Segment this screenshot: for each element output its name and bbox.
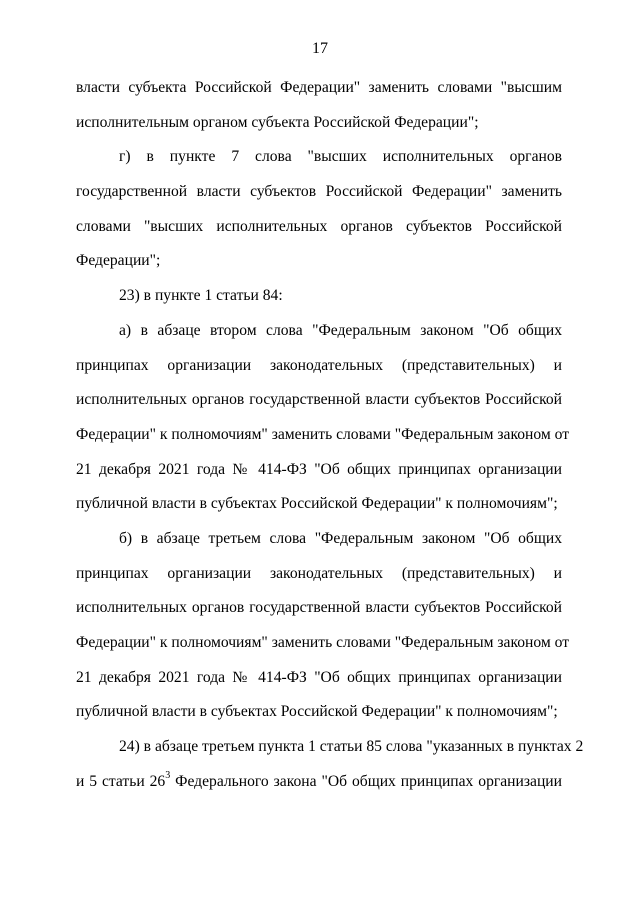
text-line: исполнительным органом субъекта Российской Федерации";: [76, 113, 479, 131]
text-line: Федерации" к полномочиям" заменить словами "Федеральным законом от: [76, 425, 570, 443]
text-line: 23) в пункте 1 статьи 84:: [119, 287, 283, 305]
text-line: принципах организации законодательных (представительных) и: [76, 564, 562, 582]
text-line-with-superscript: [76, 769, 562, 804]
text-line: Федерации";: [76, 252, 161, 270]
document-body: [76, 75, 584, 803]
text-line: государственной власти субъектов Российской Федерации" заменить: [76, 183, 562, 201]
text-line: публичной власти в субъектах Российской Федерации" к полномочиям";: [76, 703, 558, 721]
text-line: власти субъекта Российской Федерации" заменить словами "высшим: [76, 79, 562, 96]
page-number: 17: [312, 40, 328, 57]
text-fragment: и 5 статьи 26: [76, 772, 166, 790]
text-line: публичной власти в субъектах Российской Федерации" к полномочиям";: [76, 495, 558, 513]
text-line: г) в пункте 7 слова "высших исполнительных органов: [119, 148, 562, 166]
text-line: словами "высших исполнительных органов субъектов Российской: [76, 217, 562, 235]
text-fragment: Федерального закона "Об общих принципах организации: [170, 772, 562, 790]
text-line: 21 декабря 2021 года № 414-ФЗ "Об общих принципах организации: [76, 668, 562, 686]
text-line: исполнительных органов государственной власти субъектов Российской: [76, 599, 562, 617]
text-line: а) в абзаце втором слова "Федеральным законом "Об общих: [119, 321, 562, 339]
text-line: 21 декабря 2021 года № 414-ФЗ "Об общих принципах организации: [76, 460, 562, 478]
text-line: Федерации" к полномочиям" заменить словами "Федеральным законом от: [76, 634, 570, 651]
text-line: исполнительных органов государственной власти субъектов Российской: [76, 391, 562, 409]
text-line: принципах организации законодательных (представительных) и: [76, 356, 562, 374]
text-line: 24) в абзаце третьем пункта 1 статьи 85 слова "указанных в пунктах 2: [119, 738, 584, 756]
superscript: 3: [165, 769, 171, 781]
text-line: б) в абзаце третьем слова "Федеральным законом "Об общих: [119, 529, 562, 547]
